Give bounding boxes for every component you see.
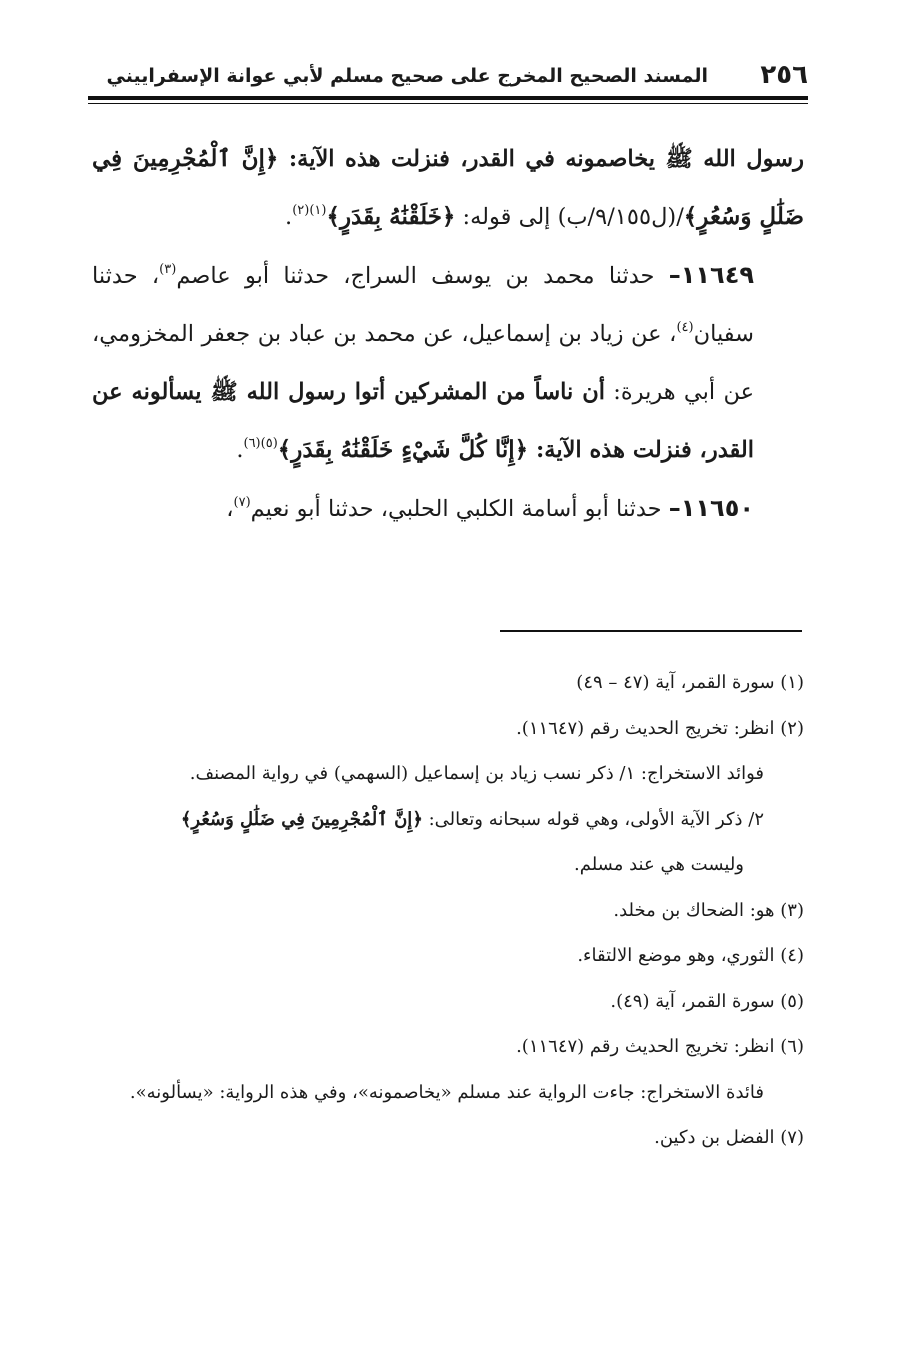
hadith-11650 bbox=[92, 479, 804, 538]
isnad-text: ، عن زياد بن إسماعيل، عن محمد بن عباد بن جعفر المخزومي، عن أبي هريرة: bbox=[92, 321, 754, 405]
footnote-6: (٦) انظر: تخريج الحديث رقم (١١٦٤٧). bbox=[516, 1036, 804, 1057]
quran-verse: ﴿خَلَقْنَٰهُ بِقَدَرٍ﴾ bbox=[326, 203, 456, 230]
sentence-end: . bbox=[236, 437, 244, 463]
footnote-marker: (٧) bbox=[233, 495, 251, 510]
isnad-text: ، حدثنا سفيان bbox=[92, 263, 754, 347]
paragraph-continuation bbox=[92, 130, 804, 246]
hadith-11649 bbox=[92, 246, 804, 479]
footnote-marker: (١) bbox=[309, 203, 327, 218]
footnote-2-benefit-2 bbox=[92, 797, 804, 843]
hadith-number: ١١٦٤٩– bbox=[668, 261, 754, 289]
sentence-end: ، bbox=[226, 496, 234, 522]
footnote-3: (٣) هو: الضحاك بن مخلد. bbox=[613, 899, 804, 921]
footnote-6-benefit: فائدة الاستخراج: جاءت الرواية عند مسلم «يخاصمونه»، وفي هذه الرواية: «يسألونه». bbox=[129, 1081, 764, 1103]
footnote-2-benefit-1: فوائد الاستخراج: ١/ ذكر نسب زياد بن إسماعيل (السهمي) في رواية المصنف. bbox=[189, 763, 764, 784]
hadith-text-bold: رسول الله ﷺ يخاصمونه في القدر، فنزلت هذه الآية: bbox=[278, 146, 804, 172]
quran-verse: ﴿إِنَّ ٱلْمُجْرِمِينَ فِي ضَلَٰلٍ وَسُعُرٍ﴾ bbox=[92, 145, 804, 230]
footnote-4: (٤) الثوري، وهو موضع الالتقاء. bbox=[577, 945, 804, 966]
quran-verse: ﴿إِنَّا كُلَّ شَيْءٍ خَلَقْنَٰهُ بِقَدَرٍ﴾ bbox=[277, 436, 529, 463]
footnote-marker: (٥) bbox=[260, 436, 278, 451]
isnad-text: حدثنا محمد بن يوسف السراج، حدثنا أبو عاصم bbox=[176, 263, 669, 289]
footnote-2: (٢) انظر: تخريج الحديث رقم (١١٦٤٧). bbox=[516, 717, 804, 739]
header-rule-thin bbox=[88, 103, 808, 104]
footnote-text: ٢/ ذكر الآية الأولى، وهي قوله سبحانه وتعالى: bbox=[422, 808, 764, 830]
footnote-marker: (٢) bbox=[292, 203, 310, 218]
quran-verse: ﴿إِنَّ ٱلْمُجْرِمِينَ فِي ضَلَٰلٍ وَسُعُرٍ﴾ bbox=[180, 808, 423, 830]
footnote-marker: (٦) bbox=[243, 436, 261, 451]
footnote-marker: (٣) bbox=[159, 262, 177, 277]
manuscript-reference: /(ل٩/١٥٥/ب) إلى قوله: bbox=[455, 204, 684, 230]
main-text bbox=[92, 130, 804, 538]
footnote-1: (١) سورة القمر، آية (٤٧ – ٤٩) bbox=[576, 672, 804, 693]
footnote-marker: (٤) bbox=[676, 320, 694, 335]
footnote-separator bbox=[500, 630, 802, 632]
footnote-5: (٥) سورة القمر، آية (٤٩). bbox=[610, 990, 804, 1012]
page-number: ٢٥٦ bbox=[760, 60, 808, 90]
header-rule-thick bbox=[88, 96, 808, 100]
isnad-text: حدثنا أبو أسامة الكلبي الحلبي، حدثنا أبو نعيم bbox=[250, 496, 669, 522]
matn-text-bold: أن ناساً من المشركين أتوا رسول الله ﷺ يسألونه عن القدر، فنزلت هذه الآية: bbox=[92, 379, 754, 463]
sentence-end: . bbox=[285, 204, 293, 230]
page-header bbox=[88, 58, 808, 96]
running-title: المسند الصحيح المخرج على صحيح مسلم لأبي عوانة الإسفراييني bbox=[106, 65, 708, 87]
hadith-number: ١١٦٥٠– bbox=[668, 494, 754, 522]
footnote-7: (٧) الفضل بن دكين. bbox=[654, 1127, 804, 1148]
footnote-2-benefit-2-tail: وليست هي عند مسلم. bbox=[574, 854, 744, 875]
footnotes bbox=[92, 660, 804, 1161]
